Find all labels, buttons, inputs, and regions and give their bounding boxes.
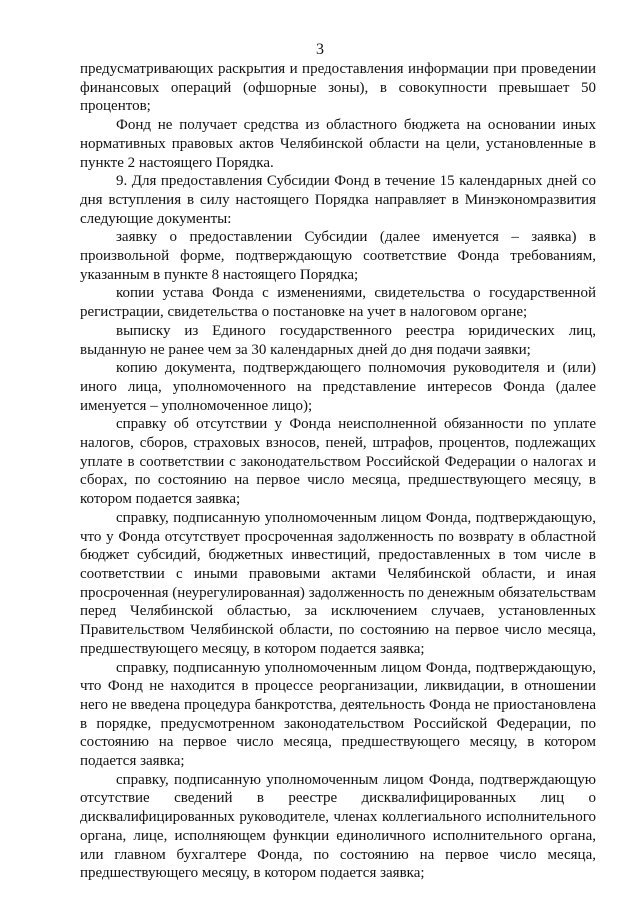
paragraph-tax-certificate: справку об отсутствии у Фонда неисполненной обязанности по уплате налогов, сборов, страховых взносов, пеней, штрафов, процентов, подлежащих уплате в соответствии с законодательством Российской Федерации о налогах и сборах, по состоянию на первое число месяца, предшествующего месяцу, в котором подается заявка; (80, 416, 596, 508)
paragraph-reorganization-certificate: справку, подписанную уполномоченным лицом Фонда, подтверждающую, что Фонд не находится в процессе реорганизации, ликвидации, в отношении него не введена процедура банкротства, деятельность Фонда не приостановлена в порядке, предусмотренном законодательством Российской Федерации, по состоянию на первое число месяца, предшествующего месяцу, в котором подается заявка; (80, 659, 596, 770)
paragraph-authority-document: копию документа, подтверждающего полномочия руководителя и (или) иного лица, уполномоченного на представление интересов Фонда (далее именуется – уполномоченное лицо); (80, 360, 596, 414)
paragraph-charter-copies: копии устава Фонда с изменениями, свидетельства о государственной регистрации, свидетельства о постановке на учет в налоговом органе; (80, 285, 596, 321)
paragraph-application: заявку о предоставлении Субсидии (далее именуется – заявка) в произвольной форме, подтверждающую соответствие Фонда требованиям, указанным в пункте 8 настоящего Порядка; (80, 229, 596, 283)
paragraph-item-9-documents: 9. Для предоставления Субсидии Фонд в течение 15 календарных дней со дня вступления в силу настоящего Порядка направляет в Минэкономразвития следующие документы: (80, 173, 596, 227)
paragraph-debt-certificate: справку, подписанную уполномоченным лицом Фонда, подтверждающую, что у Фонда отсутствует просроченная задолженность по возврату в областной бюджет субсидий, бюджетных инвестиций, предоставленных в том числе в соответствии с иными правовыми актами Челябинской области, и иная просроченная (неурегулированная) задолженность по денежным обязательствам перед Челябинской областью, за исключением случаев, установленных Правительством Челябинской области, по состоянию на первое число месяца, предшествующего месяцу, в котором подается заявка; (80, 509, 596, 657)
document-body (80, 60, 596, 883)
paragraph-offshore-continuation: предусматривающих раскрытия и предоставления информации при проведении финансовых операций (офшорные зоны), в совокупности превышает 50 процентов; (80, 61, 596, 115)
paragraph-disqualification-certificate: справку, подписанную уполномоченным лицом Фонда, подтверждающую отсутствие сведений в реестре дисквалифицированных лиц о дисквалифицированных руководителе, членах коллегиального исполнительного органа, лице, исполняющем функции единоличного исполнительного органа, или главном бухгалтере Фонда, по состоянию на первое число месяца, предшествующего месяцу, в котором подается заявка; (80, 771, 596, 882)
paragraph-registry-extract: выписку из Единого государственного реестра юридических лиц, выданную не ранее чем за 30 календарных дней до дня подачи заявки; (80, 322, 596, 358)
paragraph-no-other-budget-funds: Фонд не получает средства из областного бюджета на основании иных нормативных правовых актов Челябинской области на цели, установленные в пункте 2 настоящего Порядка. (80, 117, 596, 171)
page-number: 3 (316, 41, 324, 58)
